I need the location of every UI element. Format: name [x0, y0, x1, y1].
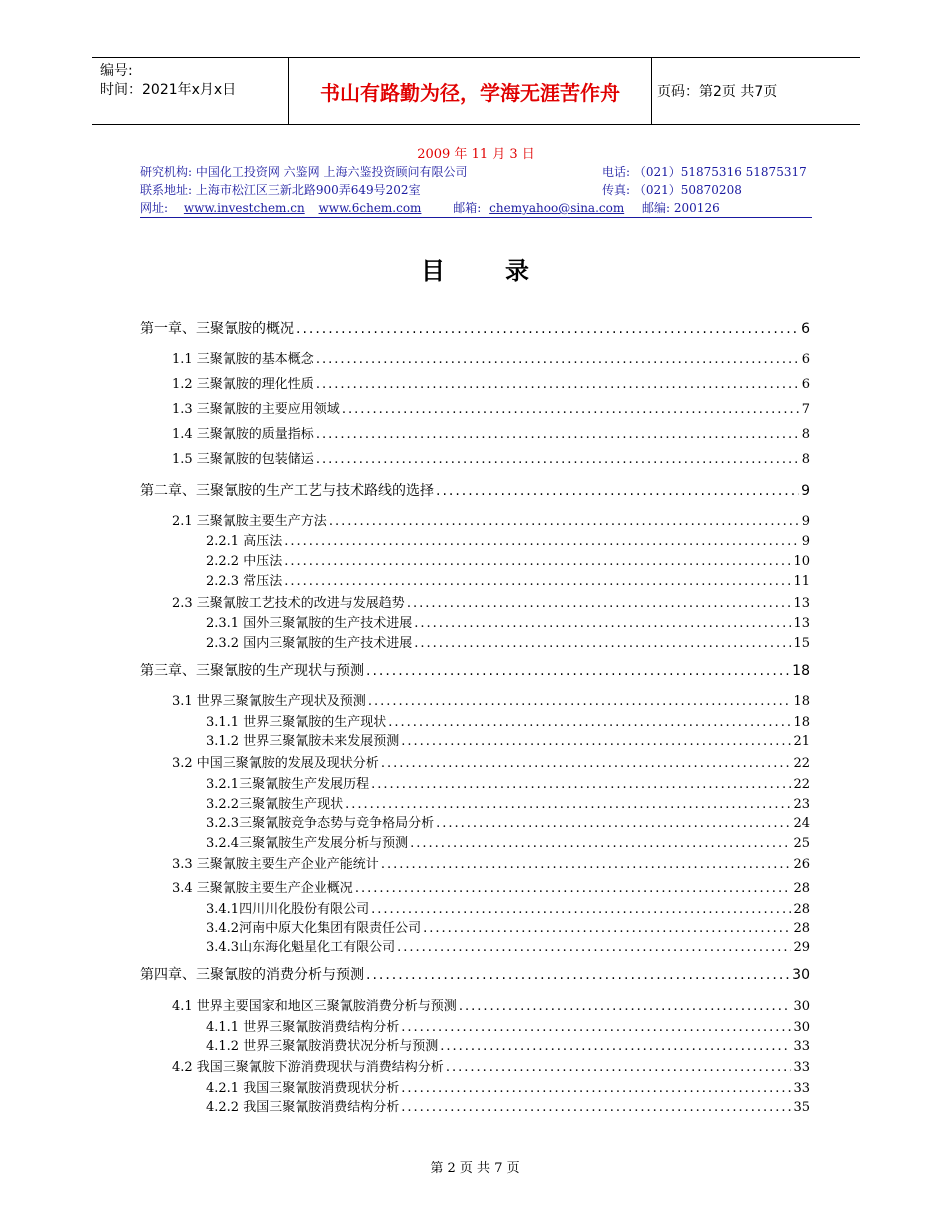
toc-label: 3.2.1三聚氰胺生产发展历程 — [206, 777, 370, 792]
toc-label: 2.3.2 国内三聚氰胺的生产技术进展 — [206, 636, 413, 651]
email-label: 邮箱: — [453, 201, 482, 215]
toc-entry[interactable] — [206, 730, 810, 749]
toc-page: 25 — [793, 836, 810, 851]
header-motto: 书山有路勤为径，学海无涯苦作舟 — [288, 58, 652, 124]
toc-page: 11 — [793, 574, 810, 589]
toc-label: 1.1 三聚氰胺的基本概念 — [172, 352, 314, 367]
toc-entry[interactable] — [172, 1056, 810, 1075]
toc-entry[interactable] — [206, 530, 810, 549]
toc-page: 6 — [801, 352, 810, 367]
toc-label: 3.4.1四川川化股份有限公司 — [206, 902, 370, 917]
toc-page: 21 — [793, 734, 810, 749]
toc-entry[interactable] — [206, 793, 810, 812]
toc-entry[interactable] — [206, 773, 810, 792]
toc-page: 9 — [801, 483, 810, 499]
toc-label: 3.1.1 世界三聚氰胺的生产现状 — [206, 715, 387, 730]
info-row-address — [140, 181, 812, 199]
toc-label: 2.3.1 国外三聚氰胺的生产技术进展 — [206, 616, 413, 631]
toc-page: 8 — [801, 452, 810, 467]
toc-entry[interactable] — [140, 480, 810, 500]
web-link-6chem[interactable]: www.6chem.com — [318, 201, 422, 215]
toc-entry[interactable] — [206, 898, 810, 917]
toc-entry[interactable] — [172, 373, 810, 392]
toc-label: 3.1 世界三聚氰胺生产现状及预测 — [172, 694, 366, 709]
toc-page: 29 — [793, 940, 810, 955]
toc-label: 4.1.2 世界三聚氰胺消费状况分析与预测 — [206, 1039, 439, 1054]
email-link[interactable]: chemyahoo@sina.com — [489, 201, 625, 215]
toc-page: 30 — [793, 1020, 810, 1035]
toc-label: 3.4.3山东海化魁星化工有限公司 — [206, 940, 396, 955]
header-page-info: 页码：第2页 共7页 — [657, 84, 778, 100]
code-label: 编号: — [100, 63, 133, 79]
time-label: 时间：2021年x月x日 — [100, 82, 237, 98]
toc-entry[interactable] — [206, 917, 810, 936]
toc-entry[interactable] — [206, 550, 810, 569]
toc-page: 22 — [793, 777, 810, 792]
toc-entry[interactable] — [172, 448, 810, 467]
toc-entry[interactable] — [206, 570, 810, 589]
toc-label: 1.3 三聚氰胺的主要应用领域 — [172, 402, 340, 417]
toc-page: 7 — [801, 402, 810, 417]
toc-page: 18 — [793, 694, 810, 709]
toc-label: 4.1.1 世界三聚氰胺消费结构分析 — [206, 1020, 400, 1035]
toc-title: 目录 — [421, 257, 589, 285]
toc-entry[interactable] — [206, 1035, 810, 1054]
toc-entry[interactable] — [206, 1016, 810, 1035]
toc-page: 6 — [801, 377, 810, 392]
page-header — [92, 57, 860, 125]
toc-entry[interactable] — [172, 690, 810, 709]
toc-entry[interactable] — [172, 877, 810, 896]
toc-page: 15 — [793, 636, 810, 651]
toc-label: 2.1 三聚氰胺主要生产方法 — [172, 514, 327, 529]
toc-page: 13 — [793, 616, 810, 631]
info-row-org — [140, 163, 812, 181]
toc-label: 3.4.2河南中原大化集团有限责任公司 — [206, 921, 422, 936]
toc-entry[interactable] — [172, 592, 810, 611]
toc-label: 4.2.1 我国三聚氰胺消费现状分析 — [206, 1081, 400, 1096]
toc-page: 33 — [793, 1060, 810, 1075]
toc-label: 3.3 三聚氰胺主要生产企业产能统计 — [172, 857, 379, 872]
toc-page: 24 — [793, 816, 810, 831]
toc-entry[interactable] — [206, 812, 810, 831]
toc-label: 3.2.4三聚氰胺生产发展分析与预测 — [206, 836, 409, 851]
phone-text: 电话: （021）51875316 51875317 — [602, 165, 807, 179]
toc-entry[interactable] — [172, 995, 810, 1014]
toc-page: 28 — [793, 902, 810, 917]
toc-page: 18 — [793, 715, 810, 730]
zip-text: 邮编: 200126 — [642, 201, 720, 215]
toc-label: 4.2 我国三聚氰胺下游消费现状与消费结构分析 — [172, 1060, 444, 1075]
toc-entry[interactable] — [140, 318, 810, 338]
toc-label: 第二章、三聚氰胺的生产工艺与技术路线的选择 — [140, 483, 434, 499]
toc-label: 1.4 三聚氰胺的质量指标 — [172, 427, 314, 442]
toc-page: 30 — [792, 967, 810, 983]
toc-page: 28 — [793, 881, 810, 896]
toc-label: 1.2 三聚氰胺的理化性质 — [172, 377, 314, 392]
address-text: 联系地址: 上海市松江区三新北路900弄649号202室 — [140, 183, 421, 197]
toc-label: 2.2.3 常压法 — [206, 574, 283, 589]
web-label: 网址: — [140, 201, 169, 215]
toc-page: 8 — [801, 427, 810, 442]
toc-entry[interactable] — [140, 660, 810, 680]
toc-page: 9 — [801, 514, 810, 529]
toc-entry[interactable] — [172, 423, 810, 442]
toc-label: 2.3 三聚氰胺工艺技术的改进与发展趋势 — [172, 596, 405, 611]
toc-entry[interactable] — [206, 632, 810, 651]
toc-entry[interactable] — [206, 1096, 810, 1115]
toc-page: 35 — [793, 1100, 810, 1115]
toc-entry[interactable] — [206, 936, 810, 955]
toc-entry[interactable] — [172, 348, 810, 367]
toc-label: 4.1 世界主要国家和地区三聚氰胺消费分析与预测 — [172, 999, 457, 1014]
toc-entry[interactable] — [206, 612, 810, 631]
toc-label: 3.2.2三聚氰胺生产现状 — [206, 797, 344, 812]
toc-page: 23 — [793, 797, 810, 812]
toc-page: 10 — [793, 554, 810, 569]
report-date: 2009 年 11 月 3 日 — [417, 147, 535, 162]
toc-entry[interactable] — [172, 510, 810, 529]
toc-label: 3.2.3三聚氰胺竞争态势与竞争格局分析 — [206, 816, 435, 831]
toc-entry[interactable] — [172, 752, 810, 771]
toc-label: 第一章、三聚氰胺的概况 — [140, 321, 294, 337]
header-meta — [100, 62, 288, 120]
page-footer: 第 2 页 共 7 页 — [430, 1161, 520, 1176]
toc-page: 6 — [801, 321, 810, 337]
toc-page: 18 — [792, 663, 810, 679]
toc-page: 26 — [793, 857, 810, 872]
toc-entry[interactable] — [172, 398, 810, 417]
toc-label: 第四章、三聚氰胺的消费分析与预测 — [140, 967, 364, 983]
toc-page: 13 — [793, 596, 810, 611]
toc-entry[interactable] — [140, 964, 810, 984]
toc-page: 28 — [793, 921, 810, 936]
company-info — [140, 143, 812, 218]
toc-entry[interactable] — [172, 853, 810, 872]
toc-label: 1.5 三聚氰胺的包装储运 — [172, 452, 314, 467]
toc-label: 2.2.2 中压法 — [206, 554, 283, 569]
org-text: 研究机构: 中国化工投资网 六鉴网 上海六鉴投资顾问有限公司 — [140, 165, 468, 179]
toc-label: 4.2.2 我国三聚氰胺消费结构分析 — [206, 1100, 400, 1115]
toc-page: 9 — [801, 534, 810, 549]
toc-label: 3.1.2 世界三聚氰胺未来发展预测 — [206, 734, 400, 749]
toc-page: 33 — [793, 1081, 810, 1096]
toc-label: 第三章、三聚氰胺的生产现状与预测 — [140, 663, 364, 679]
fax-text: 传真: （021）50870208 — [602, 183, 742, 197]
web-link-investchem[interactable]: www.investchem.cn — [183, 201, 305, 215]
toc-label: 3.4 三聚氰胺主要生产企业概况 — [172, 881, 353, 896]
toc-label: 2.2.1 高压法 — [206, 534, 283, 549]
toc-entry[interactable] — [206, 832, 810, 851]
toc-page: 30 — [793, 999, 810, 1014]
toc-page: 22 — [793, 756, 810, 771]
toc-page: 33 — [793, 1039, 810, 1054]
info-row-web — [140, 199, 812, 218]
toc-entry[interactable] — [206, 711, 810, 730]
toc-entry[interactable] — [206, 1077, 810, 1096]
toc-label: 3.2 中国三聚氰胺的发展及现状分析 — [172, 756, 379, 771]
